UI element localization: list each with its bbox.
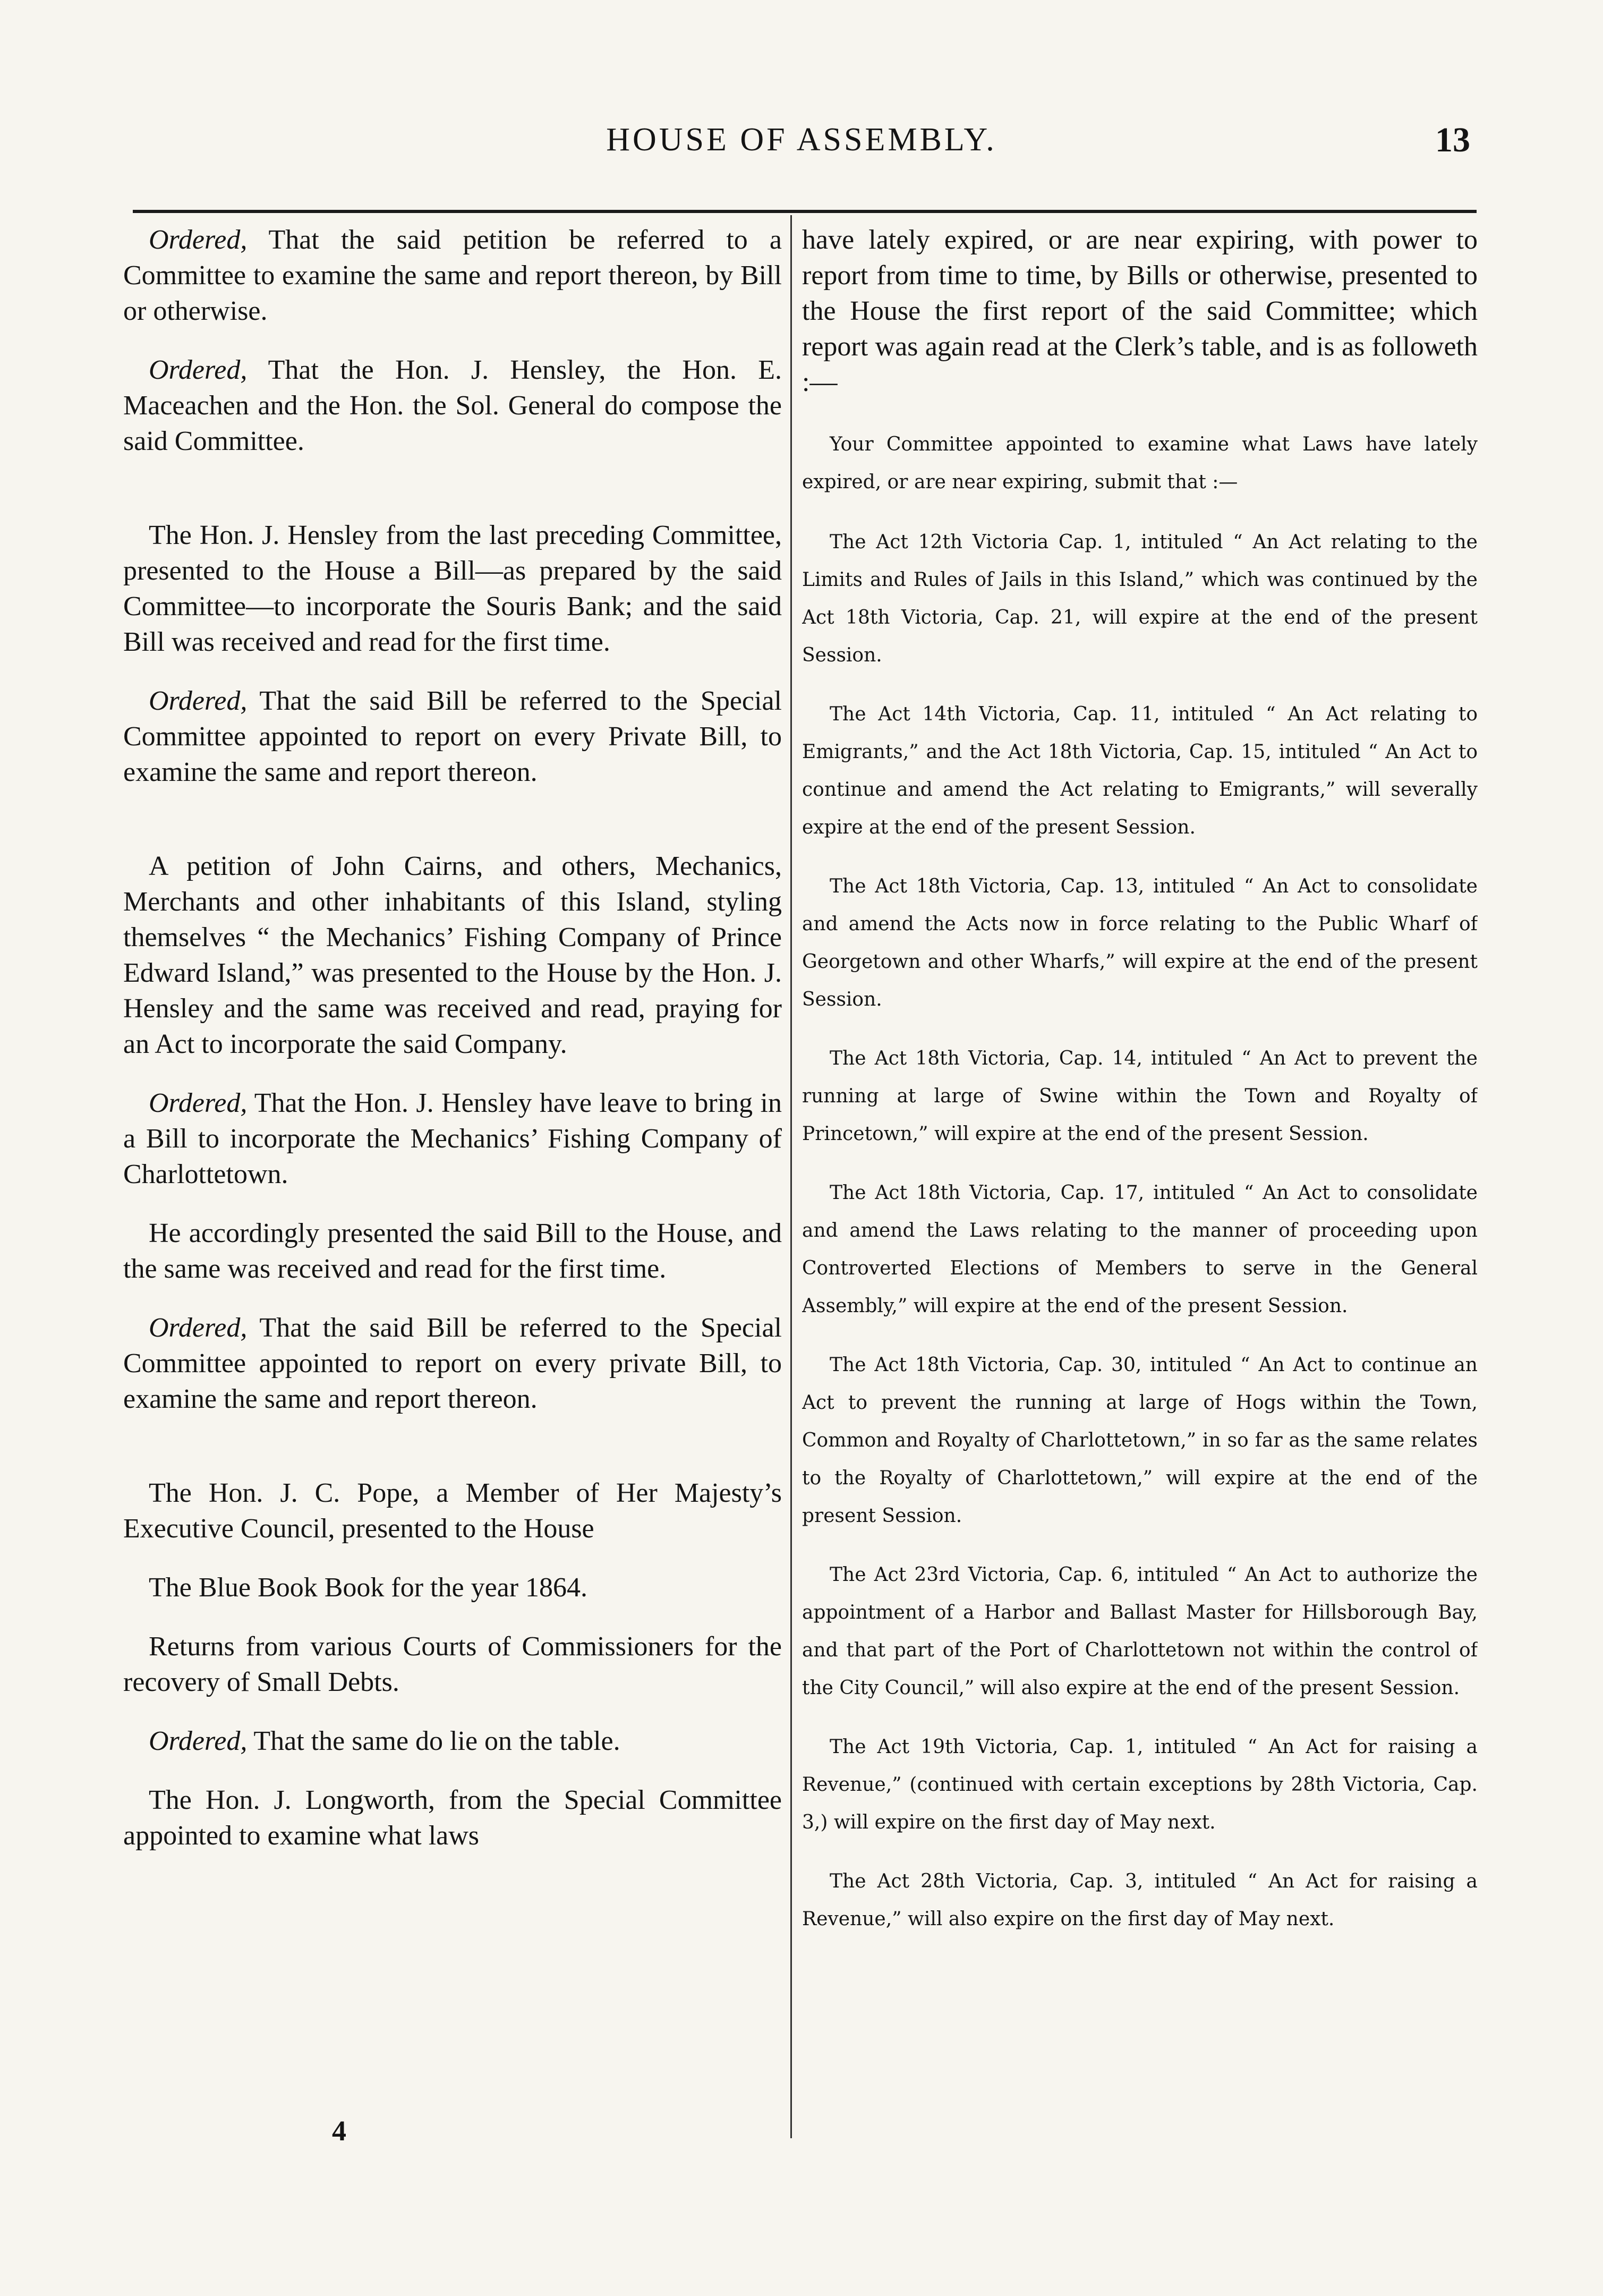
right-intro-paragraph: have lately expired, or are near expiring, with power to report from time to time, by Bills or otherwise, presented to the House the first report of the said Committee; which report was again read at the Clerk’s table, and is as followeth :— bbox=[802, 225, 1478, 397]
left-paragraph: The Hon. J. C. Pope, a Member of Her Majesty’s Executive Council, presented to the House bbox=[123, 1478, 782, 1544]
left-paragraph: Ordered, That the said Bill be referred to the Special Committee appointed to report on every Private Bill, to examine the same and report thereon. bbox=[123, 686, 782, 787]
report-paragraph: The Act 19th Victoria, Cap. 1, intituled “ An Act for raising a Revenue,” (continued with certain exceptions by 28th Victoria, Cap. 3,) will expire on the first day of May next. bbox=[802, 1736, 1478, 1833]
left-paragraph: A petition of John Cairns, and others, Mechanics, Merchants and other inhabitants of this Island, styling themselves “ the Mechanics’ Fishing Company of Prince Edward Island,” was presented to the House by the Hon. J. Hensley and the same was received and read, praying for an Act to incorporate the said Company. bbox=[123, 851, 782, 1059]
left-column bbox=[123, 222, 782, 2156]
left-paragraph: The Hon. J. Hensley from the last preceding Committee, presented to the House a Bill—as prepared by the said Committee—to incorporate the Souris Bank; and the said Bill was received and read for the first time. bbox=[123, 520, 782, 657]
report-paragraph: The Act 12th Victoria Cap. 1, intituled “ An Act relating to the Limits and Rules of Jails in this Island,” which was continued by the Act 18th Victoria, Cap. 21, will expire at the end of the present Session. bbox=[802, 531, 1478, 666]
page-header bbox=[0, 106, 1603, 181]
left-paragraph: Ordered, That the same do lie on the table. bbox=[149, 1726, 620, 1756]
signature-mark: 4 bbox=[332, 2115, 346, 2147]
column-divider bbox=[790, 215, 792, 2138]
left-paragraph: Ordered, That the said petition be referred to a Committee to examine the same and report thereon, by Bill or otherwise. bbox=[123, 225, 782, 326]
left-paragraph: Ordered, That the said Bill be referred to the Special Committee appointed to report on every private Bill, to examine the same and report thereon. bbox=[123, 1313, 782, 1414]
left-paragraph: The Hon. J. Longworth, from the Special Committee appointed to examine what laws bbox=[123, 1785, 782, 1851]
report-paragraph: The Act 18th Victoria, Cap. 30, intituled “ An Act to continue an Act to prevent the running at large of Hogs within the Town, Common and Royalty of Charlottetown,” in so far as the same relates to the Royalty of Charlottetown,” will expire at the end of the present Session. bbox=[802, 1354, 1478, 1527]
right-column bbox=[802, 222, 1478, 2156]
report-paragraph: The Act 18th Victoria, Cap. 14, intituled “ An Act to prevent the running at large of Swine within the Town and Royalty of Princetown,” will expire at the end of the present Session. bbox=[802, 1048, 1478, 1145]
left-paragraph: Returns from various Courts of Commissioners for the recovery of Small Debts. bbox=[123, 1631, 782, 1697]
left-paragraph: He accordingly presented the said Bill to the House, and the same was received and read for the first time. bbox=[123, 1218, 782, 1284]
report-paragraph: The Act 18th Victoria, Cap. 17, intituled “ An Act to consolidate and amend the Laws relating to the manner of proceeding upon Controverted Elections of Members to serve in the General Assembly,” will expire at the end of the present Session. bbox=[802, 1182, 1478, 1317]
report-paragraph: The Act 23rd Victoria, Cap. 6, intituled “ An Act to authorize the appointment of a Harbor and Ballast Master for Hillsborough Bay, and that part of the Port of Charlottetown not within the control of the City Council,” will also expire at the end of the present Session. bbox=[802, 1564, 1478, 1699]
report-paragraph: The Act 18th Victoria, Cap. 13, intituled “ An Act to consolidate and amend the Acts now in force relating to the Public Wharf of Georgetown and other Wharfs,” will expire at the end of the present Session. bbox=[802, 875, 1478, 1010]
left-paragraph: Ordered, That the Hon. J. Hensley have leave to bring in a Bill to incorporate the Mechanics’ Fishing Company of Charlottetown. bbox=[123, 1088, 782, 1189]
header-rule bbox=[133, 210, 1477, 213]
running-title: HOUSE OF ASSEMBLY. bbox=[606, 122, 997, 158]
report-paragraph: The Act 28th Victoria, Cap. 3, intituled “ An Act for raising a Revenue,” will also expire on the first day of May next. bbox=[802, 1870, 1478, 1930]
left-paragraph: The Blue Book Book for the year 1864. bbox=[149, 1572, 588, 1603]
page-number: 13 bbox=[1435, 121, 1470, 159]
left-paragraph: Ordered, That the Hon. J. Hensley, the Hon. E. Maceachen and the Hon. the Sol. General do compose the said Committee. bbox=[123, 355, 782, 456]
report-paragraph: The Act 14th Victoria, Cap. 11, intituled “ An Act relating to Emigrants,” and the Act 18th Victoria, Cap. 15, intituled “ An Act to continue and amend the Act relating to Emigrants,” will severally expire at the end of the present Session. bbox=[802, 703, 1478, 838]
report-paragraph: Your Committee appointed to examine what Laws have lately expired, or are near expiring, submit that :— bbox=[802, 433, 1478, 493]
